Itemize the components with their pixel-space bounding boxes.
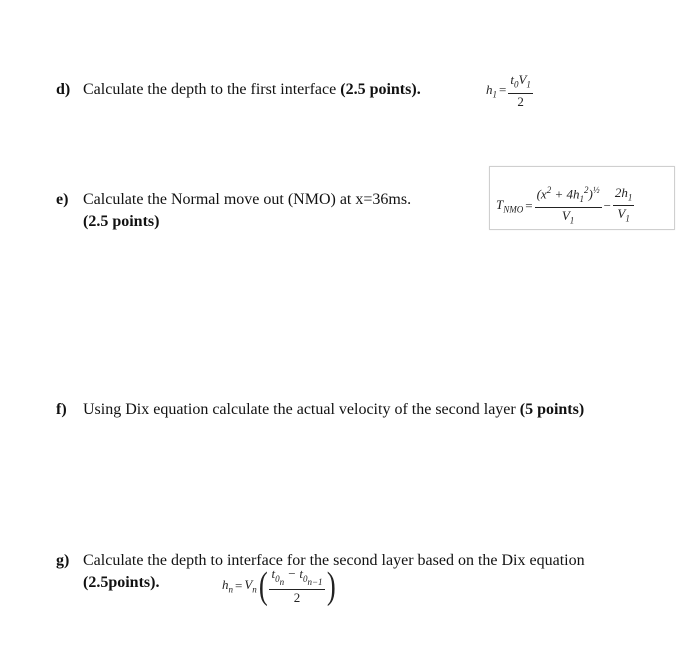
- question-g-points-line: [56, 572, 159, 593]
- question-d-points: (2.5 points): [340, 81, 417, 98]
- formula-nmo-box: [489, 166, 675, 230]
- question-f-points: (5 points): [519, 401, 585, 418]
- question-d-letter: d): [56, 81, 71, 98]
- question-g-text: Calculate the depth to interface for the second layer based on the Dix equation: [83, 552, 585, 569]
- question-f-letter: f): [56, 401, 67, 418]
- question-e-text: Calculate the Normal move out (NMO) at x=36ms.: [83, 191, 412, 208]
- question-f: [56, 399, 584, 420]
- formula-dix-depth: $h_n = V_n$( $\frac{t_{0_n} - t_{0_{n-1}}}{2}$ ): [222, 564, 336, 607]
- question-e-letter: e): [56, 191, 69, 208]
- question-d-trailing: .: [416, 81, 421, 98]
- question-g-letter: g): [56, 552, 70, 569]
- question-f-text: Using Dix equation calculate the actual velocity of the second layer: [83, 401, 520, 418]
- question-e-points-line: [56, 211, 159, 232]
- question-d-text: Calculate the depth to the first interface: [83, 81, 341, 98]
- question-e-points: (2.5 points): [83, 213, 160, 230]
- question-g-points: (2.5points).: [83, 574, 160, 591]
- formula-depth-first-interface: $h_1$ = $\frac{t_0V_1}{2}$: [486, 72, 531, 109]
- formula-nmo: $T_{NMO}$ = $\frac{(x^2 + 4h_1^2)^{\frac{1}{2}}}{V_1}$ − $\frac{2h_1}{V_1}$: [496, 184, 633, 226]
- question-d: [56, 79, 421, 100]
- question-e: [56, 189, 411, 210]
